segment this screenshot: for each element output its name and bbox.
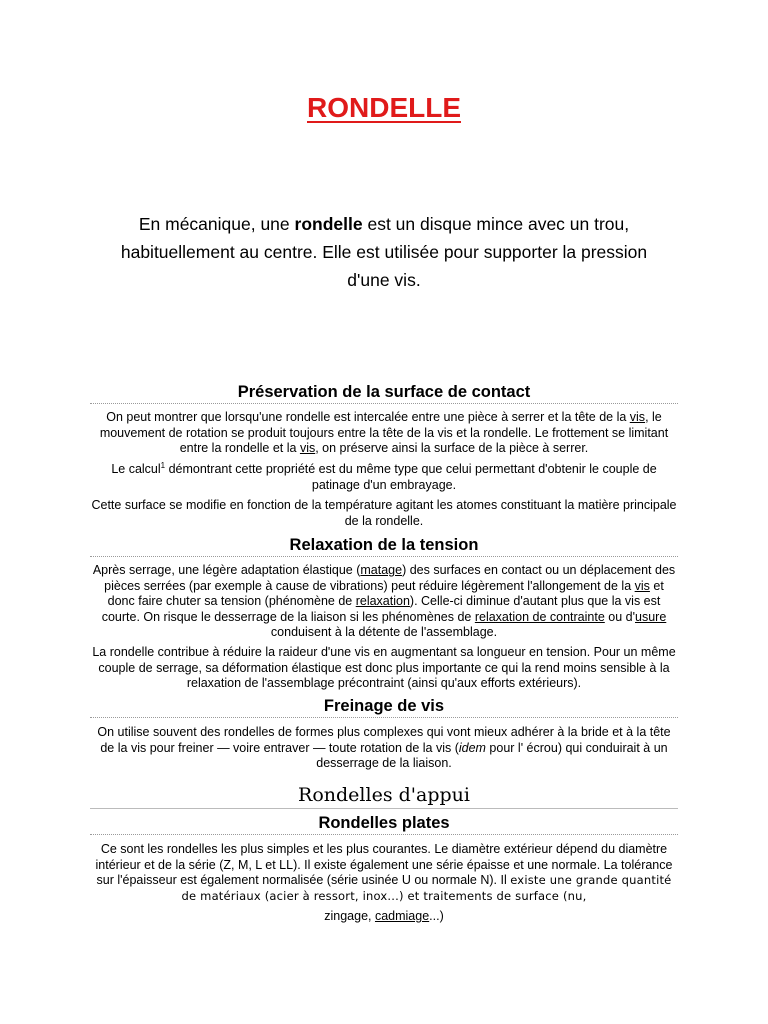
text: conduisent à la détente de l'assemblage. [270,625,498,639]
text: Ce sont les rondelles les plus simples et les plus courantes. Le diamètre extérieur dépend du diamètre intérieur et de la série (Z, M, L et LL). Il existe également une série épaisse et une normale. La tolérance sur l'épaisseur est également normalisée (série usinée U ou normale N). Il [95,842,673,887]
text: , on préserve ainsi la surface de la pièce à serrer. [315,441,589,455]
relaxation-paragraph-1 [90,563,678,641]
link-matage[interactable]: matage [360,563,403,577]
link-usure[interactable]: usure [635,609,667,624]
text: zingage, [324,909,375,923]
text: ou d' [604,609,635,624]
text: ) des surfaces en contact ou un déplacement des pièces serrées (par exemple à cause de vibrations) peut réduire légèrement l'allongement de la [104,563,676,593]
page-title: RONDELLE [307,92,461,123]
link-vis[interactable]: vis [629,410,646,424]
heading-preservation: Préservation de la surface de contact [90,382,678,404]
text: démontrant cette propriété est du même type que celui permettant d'obtenir le couple de patinage d'un embrayage. [165,462,657,492]
text: existe une grande quantité de matériaux (acier à ressort, inox...) et traitements de surface (nu, [181,873,672,903]
heading-relaxation: Relaxation de la tension [90,535,678,557]
heading-rondelles-plates: Rondelles plates [90,813,678,835]
heading-rondelles-appui: Rondelles d'appui [90,783,678,809]
footnote-ref[interactable]: 1 [160,460,166,470]
relaxation-paragraph-2: La rondelle contribue à réduire la raideur d'une vis en augmentant sa longueur en tension. Pour un même couple de serrage, sa déformation élastique est donc plus importante ce qui la rend moins sensible à la relaxation de l'assemblage précontraint (ainsi qu'aux efforts extérieurs). [92,645,676,690]
text: ...) [429,909,444,923]
text: On peut montrer que lorsqu'une rondelle est intercalée entre une pièce à serrer et la tête de la [106,410,630,424]
text: Le calcul [111,462,161,476]
italic-term: idem [458,740,486,755]
link-relaxation[interactable]: relaxation [355,594,410,608]
text: , le mouvement de rotation se produit toujours entre la tête de la vis et la rondelle. Le frottement se limitant entre la rondelle et la [99,410,669,455]
link-vis[interactable]: vis [299,441,316,455]
text: et donc faire chuter sa tension (phénomène de [107,578,664,608]
preservation-paragraph-3: Cette surface se modifie en fonction de la température agitant les atomes constituant la matière principale de la rondelle. [91,498,677,528]
intro-bold-term: rondelle [294,214,363,234]
intro-paragraph [100,210,668,294]
preservation-paragraph-2 [90,462,678,493]
link-cadmiage[interactable]: cadmiage [374,909,430,923]
text: On utilise souvent des rondelles de formes plus complexes qui vont mieux adhérer à la bride et à la tête de la vis pour freiner — voire entraver — toute rotation de la vis ( [97,725,671,755]
text: Après serrage, une légère adaptation élastique ( [92,563,361,577]
heading-freinage: Freinage de vis [90,696,678,718]
text: pour l' écrou) qui conduirait à un desserrage de la liaison. [316,740,668,770]
preservation-paragraph-1 [90,410,678,457]
freinage-paragraph-1 [90,725,678,772]
plates-paragraph-1 [90,842,678,928]
link-relaxation-de-contrainte[interactable]: relaxation de contrainte [474,609,605,624]
link-vis[interactable]: vis [634,578,650,593]
intro-text-2: est un disque mince avec un trou, habituellement au centre. Elle est utilisée pour supporter la pression d'une vis. [120,214,648,290]
text: ). Celle-ci diminue d'autant plus que la vis est courte. On risque le desserrage de la liaison si les phénomènes de [101,594,661,624]
intro-text-1: En mécanique, une [138,214,295,234]
